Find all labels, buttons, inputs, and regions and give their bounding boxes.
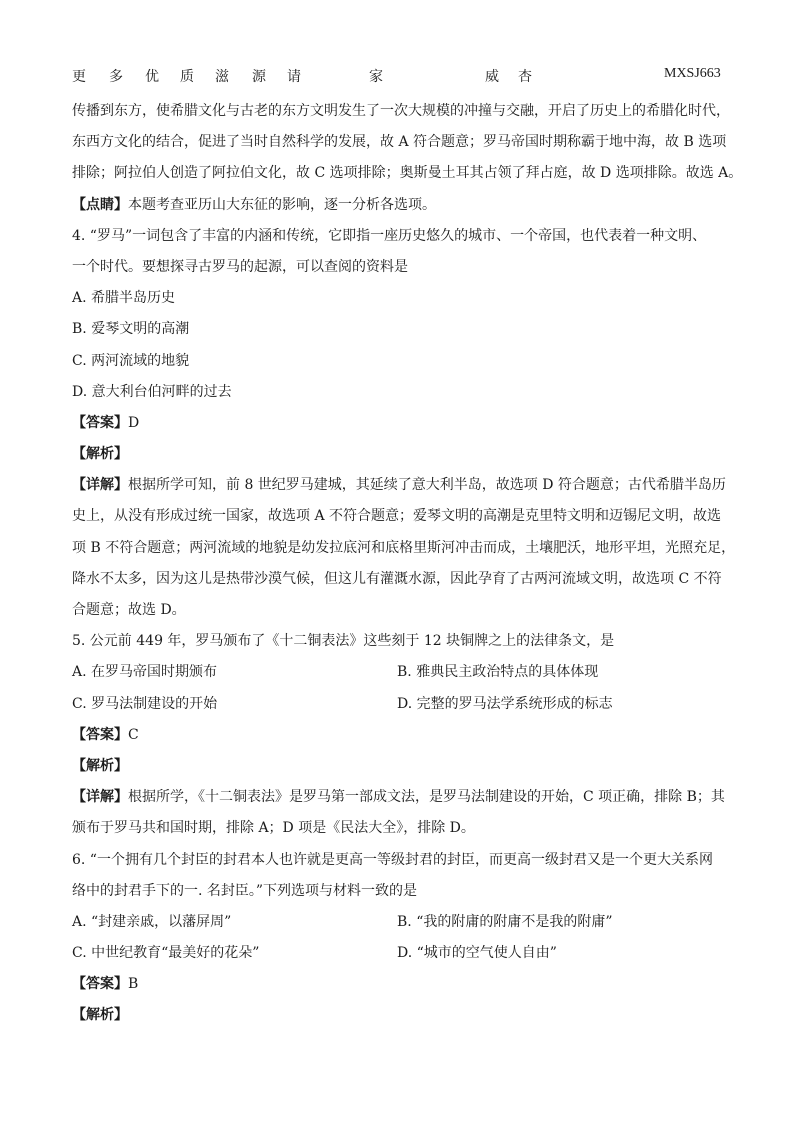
- option-d: D. “城市的空气使人自由”: [397, 945, 557, 962]
- detail-line: 项 B 不符合题意；两河流域的地貌是幼发拉底河和底格里斯河冲击而成，土壤肥沃，地形平坦，光照充足，: [72, 539, 736, 556]
- paragraph-line: 东西方文化的结合，促进了当时自然科学的发展，故 A 符合题意；罗马帝国时期称霸于地中海，故 B 选项: [72, 134, 727, 151]
- detail-line: 颁布于罗马共和国时期，排除 A；D 项是《民法大全》，排除 D。: [72, 820, 475, 837]
- detail-text: 根据所学，《十二铜表法》是罗马第一部成文法，是罗马法制建设的开始，C 项正确，排除 B；其: [128, 789, 725, 806]
- option-b: B. 爱琴文明的高潮: [72, 321, 190, 338]
- option-row: [72, 938, 724, 969]
- comment-text: 本题考查亚历山大东征的影响，逐一分析各选项。: [128, 196, 436, 213]
- detail-label: 【详解】: [72, 477, 128, 494]
- option-row: [72, 907, 724, 938]
- analysis-label: 【解析】: [72, 1007, 128, 1024]
- answer-line: [72, 408, 724, 439]
- option-d: D. 完整的罗马法学系统形成的标志: [397, 695, 613, 712]
- header-char: 质: [180, 69, 194, 85]
- analysis-label: 【解析】: [72, 757, 128, 774]
- option-row: [72, 689, 724, 720]
- answer-value: B: [128, 976, 139, 993]
- answer-value: D: [128, 414, 140, 431]
- comment-label: 【点睛】: [72, 196, 128, 213]
- answer-line: [72, 969, 724, 1000]
- option-c: C. 两河流域的地貌: [72, 352, 190, 369]
- header-char: 源: [252, 69, 266, 85]
- header-char: 多: [109, 69, 123, 85]
- analysis-line: [72, 1000, 724, 1031]
- detail-line: [72, 470, 724, 501]
- answer-label: 【答案】: [72, 976, 128, 993]
- paragraph-line: 传播到东方，使希腊文化与古老的东方文明发生了一次大规模的冲撞与交融，开启了历史上的希腊化时代，: [72, 103, 730, 119]
- option-c: C. 中世纪教育“最美好的花朵”: [72, 945, 260, 962]
- document-body: [72, 96, 743, 1032]
- header-char: 威: [485, 69, 499, 85]
- question-stem-line: 一个时代。要想探寻古罗马的起源，可以查阅的资料是: [72, 258, 408, 275]
- option-a: A. 希腊半岛历史: [72, 290, 176, 307]
- header-char: 杏: [518, 69, 532, 85]
- detail-label: 【详解】: [72, 789, 128, 806]
- detail-line: 降水不太多，因为这儿是热带沙漠气候，但这儿有灌溉水源，因此孕育了古两河流域文明，故选项 C 不符: [72, 570, 722, 587]
- analysis-line: [72, 439, 724, 470]
- detail-text: 根据所学可知，前 8 世纪罗马建城，其延续了意大利半岛，故选项 D 符合题意；古代希腊半岛历: [128, 477, 726, 494]
- detail-line: 合题意；故选 D。: [72, 602, 186, 618]
- answer-value: C: [128, 726, 139, 743]
- header-char: 家: [369, 69, 383, 85]
- analysis-label: 【解析】: [72, 446, 128, 463]
- question-stem-line: 4. “罗马”一词包含了丰富的内涵和传统，它即指一座历史悠久的城市、一个帝国，也代表着一种文明、: [72, 227, 707, 244]
- answer-line: [72, 720, 724, 751]
- comment-line: [72, 190, 724, 221]
- option-b: B. 雅典民主政治特点的具体体现: [397, 664, 599, 681]
- page-header: [72, 66, 722, 86]
- question-stem-line: 6. “一个拥有几个封臣的封君本人也许就是更高一等级封君的封臣，而更高一级封君又是一个更大关系网: [72, 851, 713, 868]
- header-code: MXSJ663: [664, 66, 721, 81]
- option-a: A. “封建亲戚，以藩屏周”: [72, 913, 232, 930]
- header-char: 请: [287, 69, 301, 85]
- question-stem-line: 络中的封君手下的一. 名封臣。”下列选项与材料一致的是: [72, 882, 418, 899]
- header-char: 更: [72, 69, 86, 85]
- option-c: C. 罗马法制建设的开始: [72, 695, 218, 712]
- answer-label: 【答案】: [72, 726, 128, 743]
- question-stem-line: 5. 公元前 449 年，罗马颁布了《十二铜表法》这些刻于 12 块铜牌之上的法律条文，是: [72, 633, 615, 650]
- header-char: 滋: [215, 69, 229, 85]
- option-d: D. 意大利台伯河畔的过去: [72, 383, 232, 400]
- header-char: 优: [145, 69, 159, 85]
- option-b: B. “我的附庸的附庸不是我的附庸”: [397, 913, 613, 930]
- detail-line: 史上，从没有形成过统一国家，故选项 A 不符合题意；爱琴文明的高潮是克里特文明和迈锡尼文明，故选: [72, 508, 722, 525]
- paragraph-line: 排除；阿拉伯人创造了阿拉伯文化，故 C 选项排除；奥斯曼土耳其占领了拜占庭，故 D 选项排除。故选 A。: [72, 165, 743, 182]
- detail-line: [72, 782, 724, 813]
- option-a: A. 在罗马帝国时期颁布: [72, 664, 218, 681]
- option-row: [72, 657, 724, 688]
- analysis-line: [72, 751, 724, 782]
- answer-label: 【答案】: [72, 414, 128, 431]
